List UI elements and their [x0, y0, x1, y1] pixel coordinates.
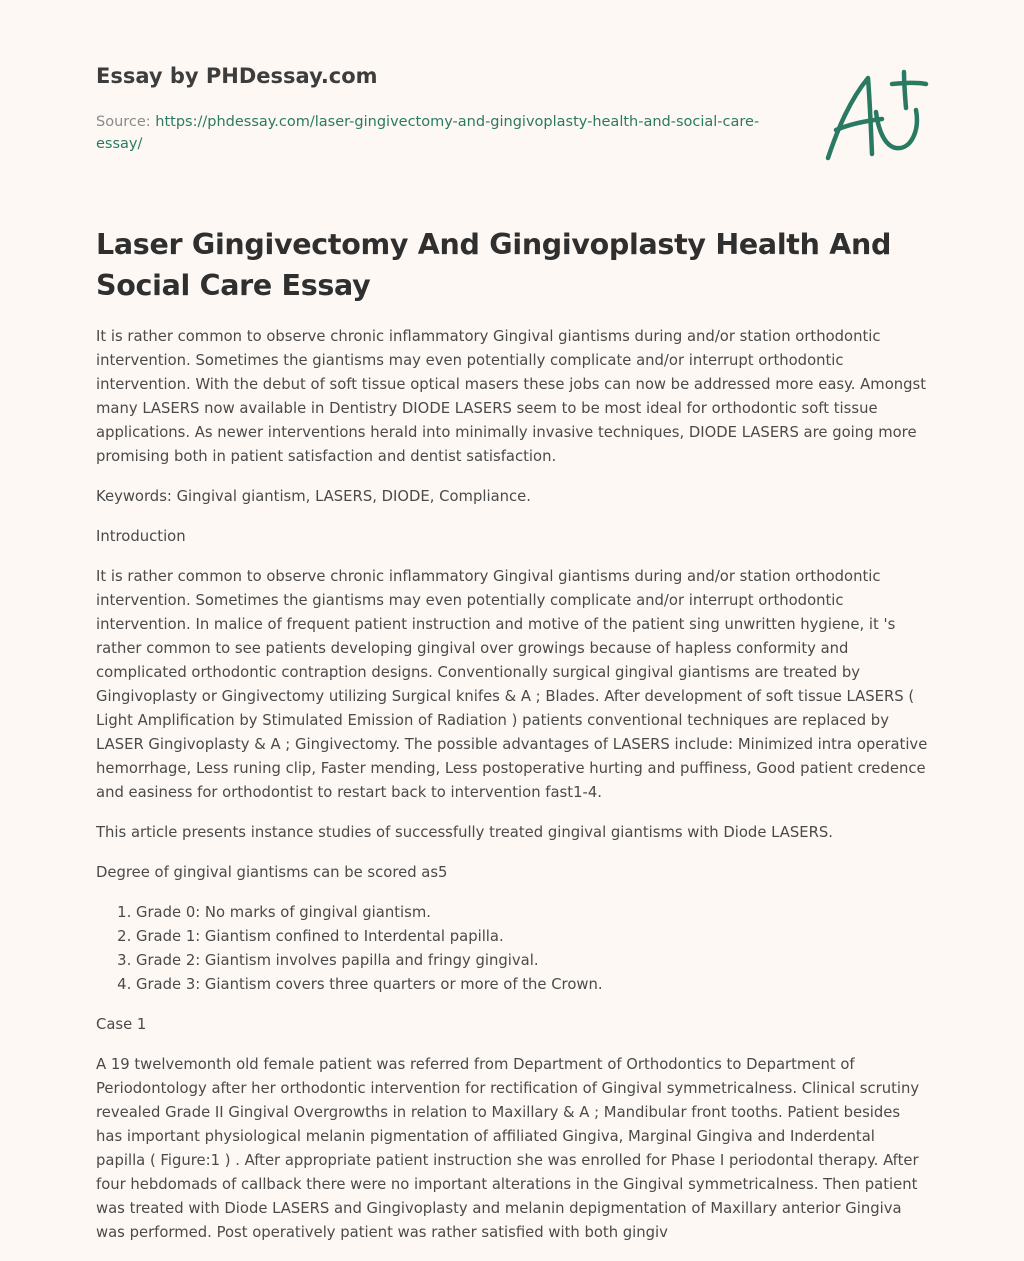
source-link[interactable]: https://phdessay.com/laser-gingivectomy-and-gingivoplasty-health-and-social-care-essay/: [96, 114, 760, 152]
abstract-paragraph: It is rather common to observe chronic inflammatory Gingival giantisms during and/or station orthodontic intervention. Sometimes the giantisms may even potentially complicate and/or interrupt orthodontic intervention. With the debut of soft tissue optical masers these jobs can now be addressed more easy. Amongst many LASERS now available in Dentistry DIODE LASERS seem to be most ideal for orthodontic soft tissue applications. As newer interventions herald into minimally invasive techniques, DIODE LASERS are going more promising both in patient satisfaction and dentist satisfaction.: [96, 328, 927, 465]
degree-paragraph: Degree of gingival giantisms can be scored as5: [96, 864, 448, 881]
essay-title: Laser Gingivectomy And Gingivoplasty Health And Social Care Essay: [96, 228, 892, 302]
grade-list: [96, 901, 928, 997]
list-item: 4. Grade 3: Giantism covers three quarters or more of the Crown.: [136, 973, 928, 997]
essay-body: [96, 325, 928, 1261]
list-item: 2. Grade 1: Giantism confined to Interdental papilla.: [136, 925, 928, 949]
source-line: [96, 111, 776, 155]
introduction-paragraph: It is rather common to observe chronic inflammatory Gingival giantisms during and/or station orthodontic intervention. Sometimes the giantisms may even potentially complicate and/or interrupt orthodontic intervention. In malice of frequent patient instruction and motive of the patient sing unwritten hygiene, it 's rather common to see patients developing gingival over growings because of hapless conformity and complicated orthodontic contraption designs. Conventionally surgical gingival giantisms are treated by Gingivoplasty or Gingivectomy utilizing Surgical knifes & A ; Blades. After development of soft tissue LASERS ( Light Amplification by Stimulated Emission of Radiation ) patients conventional techniques are replaced by LASER Gingivoplasty & A ; Gingivectomy. The possible advantages of LASERS include: Minimized intra operative hemorrhage, Less runing clip, Faster mending, Less postoperative hurting and puffiness, Good patient credence and easiness for orthodontist to restart back to intervention fast1-4.: [96, 568, 928, 801]
keywords-paragraph: Keywords: Gingival giantism, LASERS, DIODE, Compliance.: [96, 488, 531, 505]
site-brand: Essay by PHDessay.com: [96, 64, 378, 88]
list-item: 1. Grade 0: No marks of gingival giantism.: [136, 901, 928, 925]
case-paragraph: A 19 twelvemonth old female patient was referred from Department of Orthodontics to Department of Periodontology after her orthodontic intervention for rectification of Gingival symmetricalness. Clinical scrutiny revealed Grade II Gingival Overgrowths in relation to Maxillary & A ; Mandibular front tooths. Patient besides has important physiological melanin pigmentation of affiliated Gingiva, Marginal Gingiva and Inderdental papilla ( Figure:1 ) . After appropriate patient instruction she was enrolled for Phase I periodontal therapy. After four hebdomads of callback there were no important alterations in the Gingival symmetricalness. Then patient was treated with Diode LASERS and Gingivoplasty and melanin depigmentation of Maxillary anterior Gingiva was performed. Post operatively patient was rather satisfied with both gingiv: [96, 1056, 920, 1241]
case-heading: Case 1: [96, 1016, 147, 1033]
source-label: Source:: [96, 114, 156, 130]
introduction-heading: Introduction: [96, 528, 186, 545]
list-item: 3. Grade 2: Giantism involves papilla and fringy gingival.: [136, 949, 928, 973]
article-paragraph: This article presents instance studies of successfully treated gingival giantisms with Diode LASERS.: [96, 824, 833, 841]
a-plus-logo-icon: [820, 66, 930, 166]
